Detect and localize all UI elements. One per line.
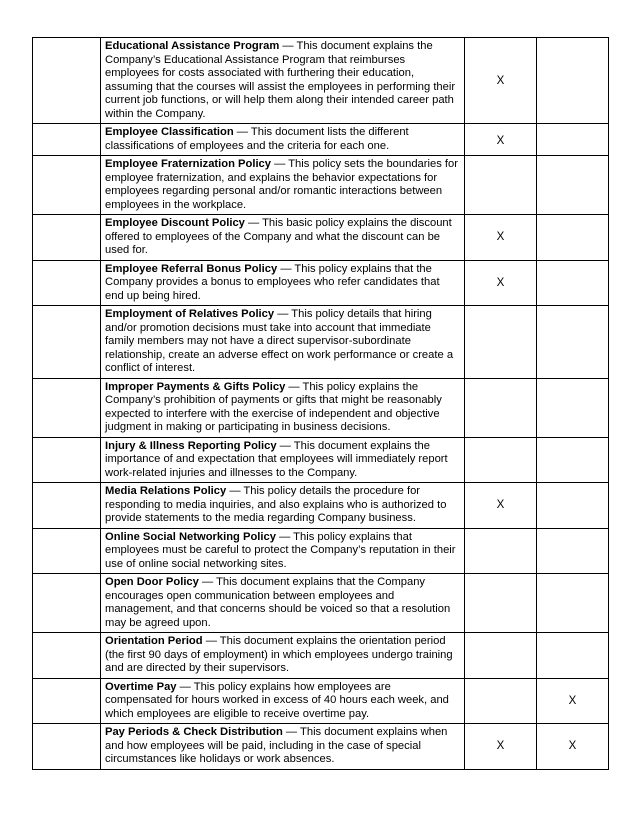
blank-cell [33, 378, 101, 437]
table-row [33, 260, 609, 306]
table-row [33, 437, 609, 483]
mark-cell-2 [537, 528, 609, 574]
mark-cell-1: X [465, 124, 537, 156]
mark-cell-2 [537, 260, 609, 306]
description-cell [101, 215, 465, 261]
policy-text: — This document lists the different classifications of employees and the criteria for each one. [105, 126, 409, 152]
policy-title: Injury & Illness Reporting Policy [105, 439, 277, 452]
blank-cell [33, 306, 101, 379]
policy-title: Employee Fraternization Policy [105, 158, 271, 170]
policy-text: — This policy details the procedure for responding to media inquiries, and also explains who is authorized to provide statements to the media regarding Company business. [105, 485, 447, 524]
description-cell [101, 633, 465, 679]
description-cell [101, 156, 465, 215]
blank-cell [33, 437, 101, 483]
blank-cell [33, 483, 101, 529]
policy-title: Employee Referral Bonus Policy [105, 262, 278, 275]
table-row [33, 306, 609, 379]
policy-title: Online Social Networking Policy [105, 530, 276, 543]
policy-text: — This document explains the Company’s Educational Assistance Program that reimburses employees for costs associated with furthering their education, assuming that the courses will assist the employees in performing their current job functions, or will help them along their intended career path within the Company. [105, 40, 456, 120]
policy-table [32, 37, 609, 770]
blank-cell [33, 724, 101, 770]
mark-cell-1: X [465, 483, 537, 529]
description-cell [101, 378, 465, 437]
mark-cell-1 [465, 528, 537, 574]
table-row [33, 483, 609, 529]
mark-cell-1: X [465, 38, 537, 124]
mark-cell-2 [537, 38, 609, 124]
description-cell [101, 306, 465, 379]
mark-cell-1: X [465, 260, 537, 306]
table-row [33, 124, 609, 156]
mark-cell-1 [465, 574, 537, 633]
mark-cell-1 [465, 437, 537, 483]
policy-title: Orientation Period [105, 635, 203, 647]
policy-text: — This policy explains that the Company provides a bonus to employees who refer candidates that end up being hired. [105, 262, 440, 302]
blank-cell [33, 574, 101, 633]
mark-cell-2 [537, 437, 609, 483]
table-row [33, 574, 609, 633]
mark-cell-1: X [465, 215, 537, 261]
description-cell [101, 678, 465, 724]
policy-title: Educational Assistance Program [105, 40, 280, 52]
mark-cell-1 [465, 678, 537, 724]
mark-cell-2: X [537, 724, 609, 770]
blank-cell [33, 156, 101, 215]
policy-text: — This document explains the importance of and expectation that employees will immediately report work-related injuries and illnesses to the Company. [105, 439, 448, 479]
mark-cell-1 [465, 633, 537, 679]
policy-title: Pay Periods & Check Distribution [105, 726, 283, 738]
blank-cell [33, 633, 101, 679]
policy-text: — This document explains that the Company encourages open communication between employees and management, and that concerns should be voiced so that a resolution may be agreed upon. [105, 576, 451, 629]
mark-cell-1 [465, 378, 537, 437]
mark-cell-2 [537, 574, 609, 633]
blank-cell [33, 38, 101, 124]
table-row [33, 378, 609, 437]
table-row [33, 528, 609, 574]
policy-title: Open Door Policy [105, 576, 199, 588]
policy-title: Improper Payments & Gifts Policy [105, 380, 286, 393]
blank-cell [33, 124, 101, 156]
mark-cell-1 [465, 306, 537, 379]
policy-title: Employee Discount Policy [105, 217, 245, 229]
blank-cell [33, 528, 101, 574]
table-row [33, 678, 609, 724]
description-cell [101, 260, 465, 306]
policy-text: — This policy explains how employees are compensated for hours worked in excess of 40 hours each week, and which employees are eligible to receive overtime pay. [105, 680, 449, 720]
mark-cell-2 [537, 633, 609, 679]
policy-title: Media Relations Policy [105, 485, 227, 497]
description-cell [101, 528, 465, 574]
description-cell [101, 724, 465, 770]
policy-text: — This policy explains the Company’s prohibition of payments or gifts that might be reasonably expected to interfere with the exercise of independent and objective judgment in making or participating in business decisions. [105, 380, 442, 433]
mark-cell-2 [537, 483, 609, 529]
description-cell [101, 124, 465, 156]
mark-cell-2 [537, 124, 609, 156]
mark-cell-2 [537, 156, 609, 215]
policy-title: Employee Classification [105, 126, 234, 138]
table-row [33, 38, 609, 124]
policy-title: Overtime Pay [105, 680, 177, 693]
mark-cell-2 [537, 215, 609, 261]
mark-cell-2: X [537, 678, 609, 724]
mark-cell-2 [537, 378, 609, 437]
table-row [33, 215, 609, 261]
mark-cell-2 [537, 306, 609, 379]
table-row [33, 156, 609, 215]
table-row [33, 633, 609, 679]
blank-cell [33, 260, 101, 306]
policy-title: Employment of Relatives Policy [105, 308, 275, 320]
policy-text: — This basic policy explains the discount offered to employees of the Company and what the discount can be used for. [105, 217, 452, 256]
description-cell [101, 574, 465, 633]
description-cell [101, 38, 465, 124]
policy-text: — This policy explains that employees must be careful to protect the Company’s reputation in their use of online social networking sites. [105, 530, 456, 570]
policy-text: — This document explains when and how employees will be paid, including in the case of special circumstances like holidays or work absences. [105, 726, 448, 765]
table-row [33, 724, 609, 770]
blank-cell [33, 215, 101, 261]
policy-text: — This policy details that hiring and/or promotion decisions must take into account that immediate family members may not have a direct supervisor-subordinate relationship, create an adverse effect on work performance or create a conflict of interest. [105, 308, 454, 374]
blank-cell [33, 678, 101, 724]
description-cell [101, 483, 465, 529]
mark-cell-1 [465, 156, 537, 215]
mark-cell-1: X [465, 724, 537, 770]
policy-text: — This policy sets the boundaries for employee fraternization, and explains the behavior expectations for employees regarding personal and/or romantic interactions between employees in the workplace. [105, 158, 458, 211]
description-cell [101, 437, 465, 483]
policy-text: — This document explains the orientation period (the first 90 days of employment) in which employees undergo training and are directed by their supervisors. [105, 635, 453, 674]
